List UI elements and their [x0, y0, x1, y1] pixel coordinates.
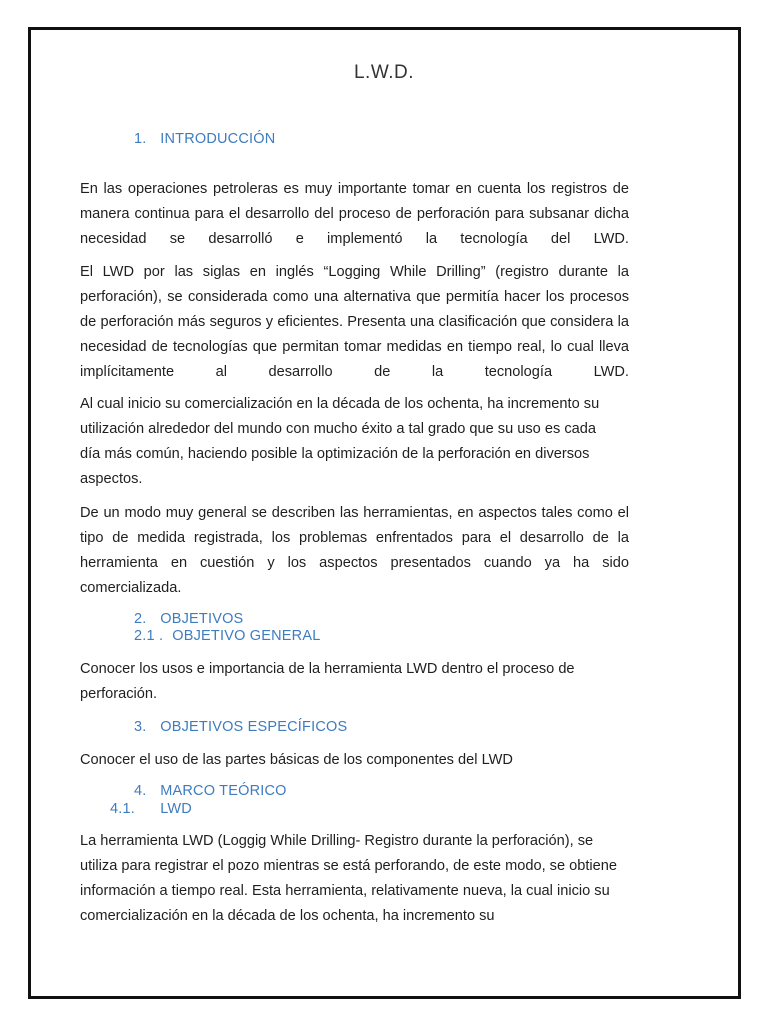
heading-number: 4.1.	[110, 801, 135, 817]
heading-introduccion	[134, 131, 275, 147]
document-title: L.W.D.	[353, 62, 414, 83]
heading-marco-teorico	[134, 783, 287, 799]
heading-label: OBJETIVO GENERAL	[172, 628, 321, 644]
paragraph-5: Conocer los usos e importancia de la herramienta LWD dentro el proceso de perforación.	[80, 661, 575, 702]
heading-number: 1.	[134, 131, 147, 147]
heading-objetivos	[134, 611, 243, 627]
heading-label: OBJETIVOS ESPECÍFICOS	[160, 719, 348, 735]
heading-number: 2.	[134, 611, 147, 627]
heading-label: OBJETIVOS	[160, 611, 244, 627]
paragraph-7: La herramienta LWD (Loggig While Drilling- Registro durante la perforación), se utiliza para registrar el pozo mientras se está perforando, de este modo, se obtiene información a tiempo real. Esta herramienta, relativamente nueva, la cual inicio su comercialización en la década de los ochenta, ha incremento su	[80, 833, 618, 924]
heading-number: 3.	[134, 719, 147, 735]
paragraph-4: De un modo muy general se describen las herramientas, en aspectos tales como el tipo de medida registrada, los problemas enfrentados para el desarrollo de la herramienta en cuestión y los aspectos presentados cuando ya ha sido comercializada.	[80, 505, 629, 596]
heading-objetivo-general	[134, 628, 320, 644]
paragraph-1: En las operaciones petroleras es muy importante tomar en cuenta los registros de manera continua para el desarrollo del proceso de perforación para subsanar dicha necesidad se desarrolló e implementó la tecnología del LWD.	[80, 181, 629, 247]
heading-objetivos-especificos	[134, 719, 347, 735]
heading-lwd	[110, 801, 192, 817]
heading-number: 4.	[134, 783, 147, 799]
paragraph-6: Conocer el uso de las partes básicas de los componentes del LWD	[80, 752, 513, 768]
heading-label: LWD	[160, 801, 192, 817]
paragraph-2: El LWD por las siglas en inglés “Logging While Drilling” (registro durante la perforación), se considerada como una alternativa que permitía hacer los procesos de perforación más seguros y eficientes. Presenta una clasificación que considera la necesidad de tecnologías que permitan tomar medidas en tiempo real, lo cual lleva implícitamente al desarrollo de la tecnología LWD.	[80, 264, 629, 380]
paragraph-3: Al cual inicio su comercialización en la década de los ochenta, ha incremento su utilización alrededor del mundo con mucho éxito a tal grado que su uso es cada día más común, haciendo posible la optimización de la perforación en diversos aspectos.	[80, 396, 600, 487]
heading-number: 2.1 .	[134, 628, 164, 644]
heading-label: MARCO TEÓRICO	[160, 783, 287, 799]
heading-label: INTRODUCCIÓN	[160, 131, 276, 147]
